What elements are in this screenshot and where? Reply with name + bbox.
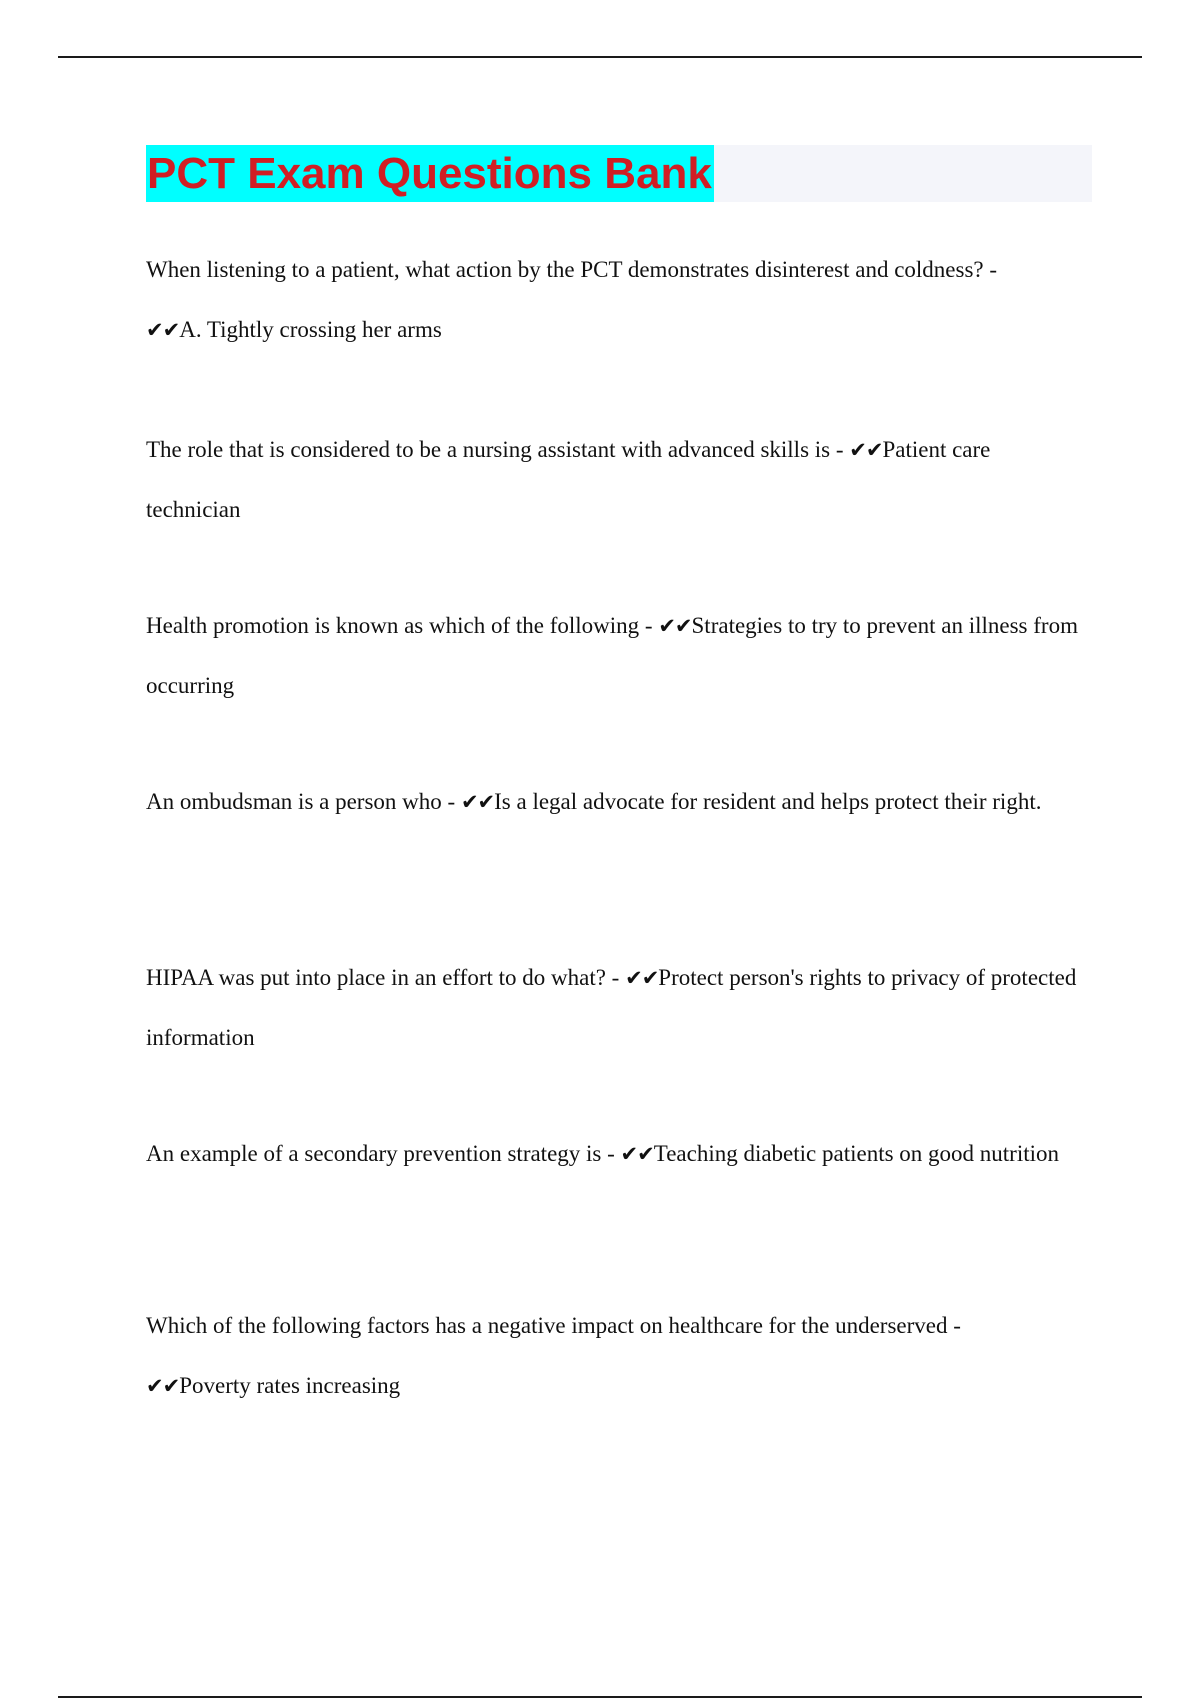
check-mark-icon: ✔✔: [146, 1374, 180, 1398]
header-rule: [58, 56, 1142, 58]
qa-item-3: [146, 596, 1086, 716]
footer-rule: [58, 1696, 1142, 1698]
check-mark-icon: ✔✔: [849, 438, 883, 462]
answer-text: A. Tightly crossing her arms: [179, 317, 442, 342]
answer-text: Teaching diabetic patients on good nutrition: [653, 1141, 1060, 1166]
question-text: HIPAA was put into place in an effort to do what? -: [146, 965, 620, 990]
question-text: An example of a secondary prevention strategy is -: [146, 1141, 615, 1166]
question-text: When listening to a patient, what action by the PCT demonstrates disinterest and coldness? -: [146, 257, 998, 282]
question-text: An ombudsman is a person who -: [146, 789, 456, 814]
answer-text: Protect person's rights to privacy of protected information: [146, 965, 1077, 1050]
qa-item-7: [146, 1296, 1086, 1416]
check-mark-icon: ✔✔: [658, 614, 692, 638]
qa-item-5: [146, 948, 1086, 1068]
answer-text: Poverty rates increasing: [179, 1373, 401, 1398]
qa-item-2: [146, 420, 1086, 540]
check-mark-icon: ✔✔: [460, 790, 495, 814]
qa-item-1: [146, 240, 1086, 360]
answer-text: Strategies to try to prevent an illness from occurring: [146, 613, 1078, 698]
check-mark-icon: ✔✔: [620, 1142, 654, 1166]
answer-text: Is a legal advocate for resident and helps protect their right.: [494, 789, 1042, 814]
question-text: Which of the following factors has a negative impact on healthcare for the underserved -: [146, 1313, 961, 1338]
qa-item-6: [146, 1124, 1086, 1184]
qa-item-4: [146, 772, 1086, 832]
check-mark-icon: ✔✔: [146, 318, 180, 342]
answer-text: Patient care technician: [146, 437, 991, 522]
question-text: Health promotion is known as which of the following -: [146, 613, 653, 638]
question-text: The role that is considered to be a nursing assistant with advanced skills is -: [146, 437, 844, 462]
check-mark-icon: ✔✔: [625, 966, 659, 990]
page-title: PCT Exam Questions Bank: [146, 145, 714, 202]
